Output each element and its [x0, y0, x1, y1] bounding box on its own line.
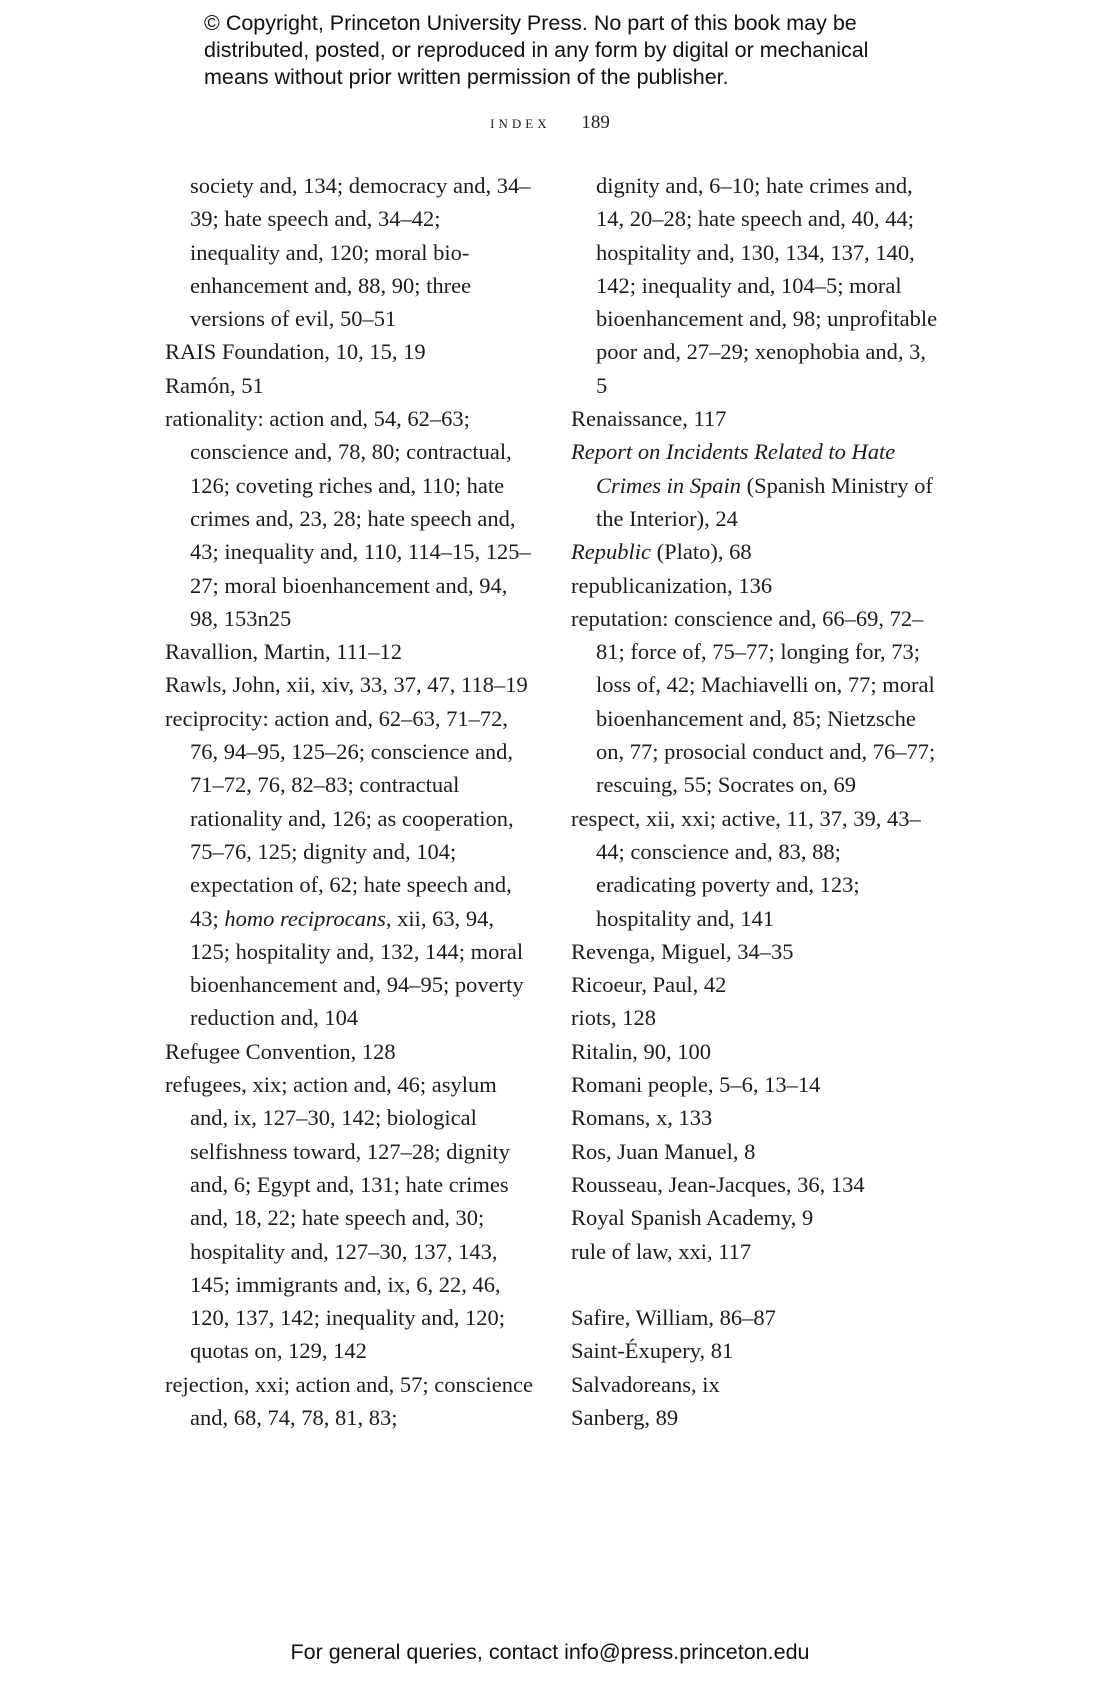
index-entry-text: Renaissance, 117: [571, 406, 727, 432]
index-entry: [571, 602, 941, 802]
index-entry-text: rejection, xxi; action and, 57; conscience and, 68, 74, 78, 81, 83;: [165, 1371, 533, 1430]
index-entry-text: society and, 134; democracy and, 34–39; hate speech and, 34–42; inequality and, 120; moral bio-enhancement and, 88, 90; three versions of evil, 50–51: [190, 173, 531, 332]
index-entry-text: Rousseau, Jean-Jacques, 36, 134: [571, 1171, 865, 1197]
index-entry-text: rationality: action and, 54, 62–63; conscience and, 78, 80; contractual, 126; coveting riches and, 110; hate crimes and, 23, 28; hate speech and, 43; inequality and, 110, 114–15, 125–27; moral bioenhancement and, 94, 98, 153n25: [165, 406, 531, 631]
index-entry-text: Saint-Éxupery, 81: [571, 1338, 734, 1364]
index-entry: [571, 1035, 941, 1068]
copyright-notice: [204, 10, 924, 91]
index-entry-text: reputation: conscience and, 66–69, 72–81; force of, 75–77; longing for, 73; loss of, 42; Machiavelli on, 77; moral bioenhancement and, 85; Nietzsche on, 77; prosocial conduct and, 76–77; rescuing, 55; Socrates on, 69: [571, 605, 936, 798]
index-entry: [571, 1368, 941, 1401]
index-entry-text: respect, xii, xxi; active, 11, 37, 39, 43–44; conscience and, 83, 88; eradicating poverty and, 123; hospitality and, 141: [571, 805, 921, 931]
index-entry: [571, 569, 941, 602]
index-entry-text: Ramón, 51: [165, 372, 264, 398]
copyright-line: distributed, posted, or reproduced in any form by digital or mechanical: [204, 38, 869, 62]
running-head: [0, 112, 1100, 134]
index-entry: [571, 1168, 941, 1201]
index-entry: [571, 1068, 941, 1101]
index-entry-text: Ritalin, 90, 100: [571, 1038, 711, 1064]
index-entry: [571, 535, 941, 568]
index-entry: [571, 1201, 941, 1234]
page-number: 189: [581, 112, 610, 133]
index-entry: [571, 1101, 941, 1134]
index-entry: [571, 968, 941, 1001]
index-entry-text: rule of law, xxi, 117: [571, 1238, 752, 1264]
index-entry-text: Refugee Convention, 128: [165, 1038, 396, 1064]
index-entry-title: Report on Incidents Related to Hate Crimes in Spain: [571, 439, 896, 498]
index-entry-text: (Plato), 68: [650, 539, 752, 565]
index-entry: [571, 435, 941, 535]
index-entry-text: (Spanish Ministry of the Interior), 24: [596, 472, 933, 531]
index-entry-text: dignity and, 6–10; hate crimes and, 14, 20–28; hate speech and, 40, 44; hospitality and, 130, 134, 137, 140, 142; inequality and, 104–5; moral bioenhancement and, 98; unprofitable poor and, 27–29; xenophobia and, 3, 5: [596, 173, 938, 398]
index-entry-text: , xii, 63, 94, 125; hospitality and, 132, 144; moral bioenhancement and, 94–95; poverty reduction and, 104: [190, 905, 524, 1031]
index-entry-text: Salvadoreans, ix: [571, 1371, 720, 1397]
index-entry-text: reciprocity: action and, 62–63, 71–72, 76, 94–95, 125–26; conscience and, 71–72, 76, 82–83; contractual rationality and, 126; as cooperation, 75–76, 125; dignity and, 104; expectation of, 62; hate speech and, 43;: [165, 705, 514, 931]
index-entry: [571, 169, 941, 402]
footer-contact: For general queries, contact info@press.princeton.edu: [290, 1640, 810, 1664]
index-entry: [165, 169, 535, 335]
index-entry-text: Ricoeur, Paul, 42: [571, 972, 727, 998]
index-entry: [571, 1001, 941, 1034]
index-entry-text: Ravallion, Martin, 111–12: [165, 639, 403, 665]
letter-group-spacer: [571, 1268, 941, 1301]
index-entry: [571, 402, 941, 435]
index-entry-title: Republic: [571, 539, 651, 565]
index-entry-title: homo reciprocans: [224, 905, 386, 931]
index-entry: [571, 1334, 941, 1367]
index-entry: [165, 402, 535, 635]
index-entry-text: Romans, x, 133: [571, 1105, 713, 1131]
index-entry-text: RAIS Foundation, 10, 15, 19: [165, 339, 426, 365]
running-head-label: index: [490, 112, 551, 133]
index-entry: [165, 668, 535, 701]
index-entry: [165, 702, 535, 1035]
index-entry: [571, 1401, 941, 1434]
copyright-line: © Copyright, Princeton University Press. No part of this book may be: [204, 11, 857, 35]
index-column-left: [165, 169, 535, 1434]
index-entry: [571, 935, 941, 968]
index-entry: [571, 1135, 941, 1168]
copyright-line: means without prior written permission of the publisher.: [204, 65, 729, 89]
index-entry: [571, 1235, 941, 1268]
index-entry-text: Romani people, 5–6, 13–14: [571, 1072, 821, 1098]
index-entry-text: riots, 128: [571, 1005, 657, 1031]
index-entry-text: Ros, Juan Manuel, 8: [571, 1138, 756, 1164]
index-entry-text: Rawls, John, xii, xiv, 33, 37, 47, 118–19: [165, 672, 528, 698]
index-entry: [165, 335, 535, 368]
index-entry-text: Revenga, Miguel, 34–35: [571, 938, 794, 964]
index-entry: [165, 1035, 535, 1068]
index-entry: [165, 1068, 535, 1368]
index-entry: [571, 1301, 941, 1334]
index-entry-text: refugees, xix; action and, 46; asylum and, ix, 127–30, 142; biological selfishness toward, 127–28; dignity and, 6; Egypt and, 131; hate crimes and, 18, 22; hate speech and, 30; hospitality and, 127–30, 137, 143, 145; immigrants and, ix, 6, 22, 46, 120, 137, 142; inequality and, 120; quotas on, 129, 142: [165, 1072, 510, 1364]
index-entry: [571, 802, 941, 935]
index-entry: [165, 369, 535, 402]
index-entry-text: Safire, William, 86–87: [571, 1305, 776, 1331]
index-entry-text: republicanization, 136: [571, 572, 773, 598]
index-column-right: [571, 169, 941, 1434]
index-entry: [165, 635, 535, 668]
index-entry: [165, 1368, 535, 1435]
index-entry-text: Royal Spanish Academy, 9: [571, 1205, 814, 1231]
index-entry-text: Sanberg, 89: [571, 1404, 679, 1430]
